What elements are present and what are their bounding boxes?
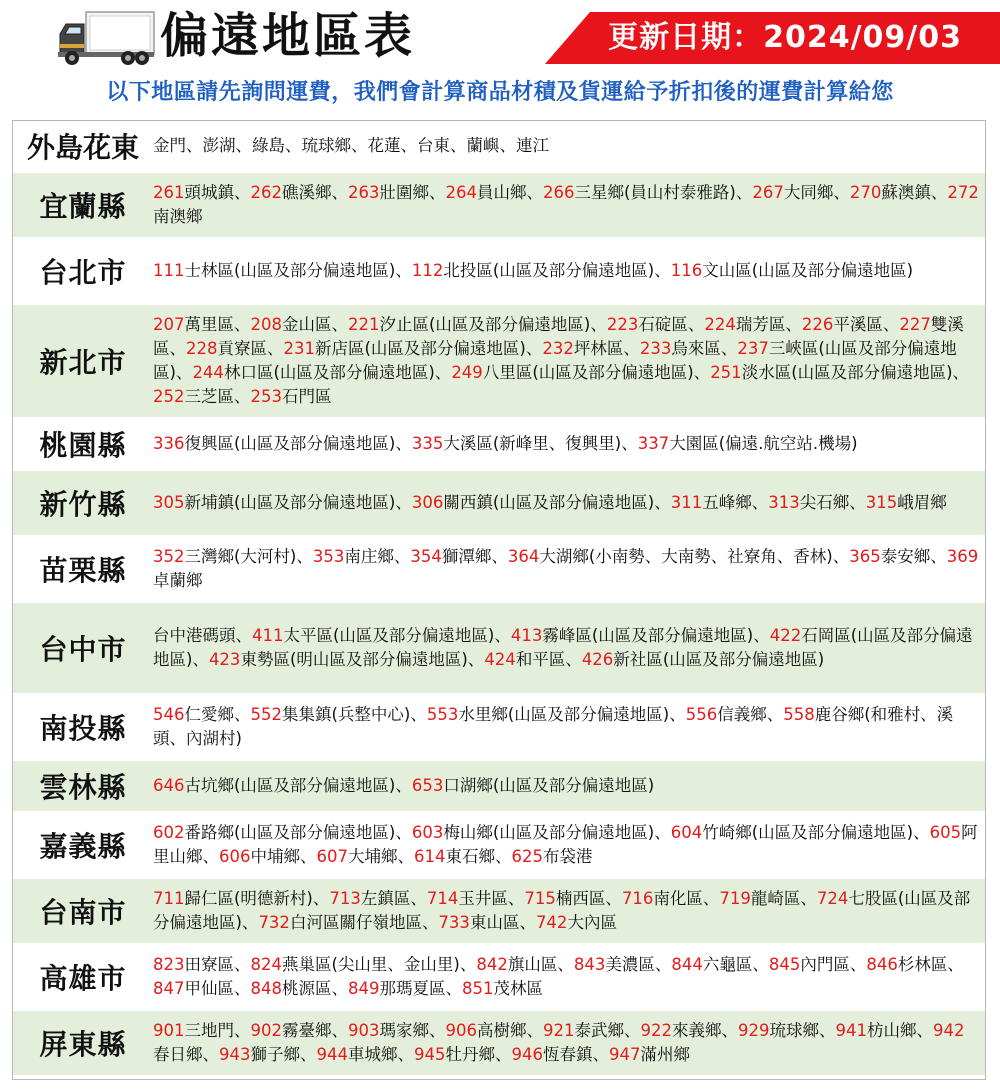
area-name: 車城鄉、 [348, 1045, 414, 1064]
postal-code: 426 [581, 650, 614, 669]
postal-code: 226 [801, 315, 834, 334]
area-list [153, 1019, 985, 1067]
area-name: 大園區(偏遠.航空站.機場) [669, 434, 858, 453]
area-list [153, 887, 985, 935]
area-name: 杉林區、 [897, 955, 964, 974]
area-name: 烏來區、 [671, 339, 738, 358]
postal-code: 733 [438, 913, 470, 932]
postal-code: 336 [153, 434, 185, 453]
table-row [13, 537, 985, 603]
area-name: 高樹鄉、 [477, 1021, 543, 1040]
postal-code: 614 [414, 847, 446, 866]
area-name: 金門、澎湖、綠島、琉球鄉、花蓮、台東、蘭嶼、連江 [153, 136, 549, 155]
postal-code: 116 [670, 261, 703, 280]
area-name: 美濃區、 [605, 955, 672, 974]
area-name: 尖石鄉、 [799, 493, 866, 512]
postal-code: 306 [411, 493, 444, 512]
region-name: 雲林縣 [39, 771, 127, 804]
area-name: 獅子鄉、 [250, 1045, 317, 1064]
postal-code: 232 [542, 339, 574, 358]
area-name: 石門區 [282, 387, 332, 406]
postal-code: 605 [929, 823, 962, 842]
postal-code: 112 [411, 261, 444, 280]
postal-code: 315 [865, 493, 898, 512]
postal-code: 228 [186, 339, 218, 358]
area-name: 白河區關仔嶺地區、 [289, 913, 439, 932]
area-name: 金山區、 [282, 315, 348, 334]
postal-code: 252 [153, 387, 185, 406]
area-name: 牡丹鄉、 [445, 1045, 512, 1064]
region-name: 高雄市 [39, 962, 127, 995]
area-name: 春日鄉、 [153, 1045, 219, 1064]
area-list [153, 491, 985, 515]
postal-code: 413 [510, 626, 543, 645]
postal-code: 824 [250, 955, 282, 974]
region-name: 嘉義縣 [39, 830, 127, 863]
postal-code: 261 [153, 183, 185, 202]
area-name: 仁愛鄉、 [184, 705, 251, 724]
truck-icon [56, 10, 156, 68]
area-name: 古坑鄉(山區及部分偏遠地區)、 [184, 776, 412, 795]
update-date: 更新日期：2024/09/03 [608, 20, 962, 55]
area-name: 石碇區、 [638, 315, 705, 334]
postal-code: 922 [640, 1021, 672, 1040]
postal-code: 602 [153, 823, 185, 842]
area-name: 台中港碼頭、 [153, 626, 252, 645]
area-name: 田寮區、 [184, 955, 251, 974]
area-name: 士林區(山區及部分偏遠地區)、 [184, 261, 412, 280]
postal-code: 849 [348, 979, 380, 998]
region-name: 桃園縣 [39, 429, 127, 462]
area-name: 口湖鄉(山區及部分偏遠地區) [443, 776, 655, 795]
postal-code: 411 [252, 626, 284, 645]
postal-code: 231 [283, 339, 315, 358]
area-name: 桃源區、 [282, 979, 348, 998]
postal-code: 716 [621, 889, 654, 908]
area-list [153, 313, 985, 409]
postal-code: 365 [849, 547, 881, 566]
postal-code: 208 [250, 315, 282, 334]
page-title: 偏遠地區表 [160, 8, 416, 64]
postal-code: 846 [866, 955, 898, 974]
postal-code: 311 [670, 493, 703, 512]
postal-code: 267 [752, 183, 784, 202]
region-name: 新竹縣 [39, 488, 127, 521]
area-name: 東山區、 [469, 913, 536, 932]
table-row [13, 121, 985, 173]
postal-code: 646 [153, 776, 185, 795]
area-name: 獅潭鄉、 [441, 547, 508, 566]
table-row [13, 305, 985, 419]
postal-code: 943 [219, 1045, 251, 1064]
postal-code: 848 [250, 979, 282, 998]
postal-code: 901 [153, 1021, 185, 1040]
postal-code: 606 [219, 847, 251, 866]
area-name: 泰安鄉、 [880, 547, 947, 566]
area-name: 卓蘭鄉 [153, 571, 203, 590]
region-name: 苗栗縣 [39, 554, 127, 587]
postal-code: 353 [312, 547, 345, 566]
area-name: 頭城鎮、 [184, 183, 251, 202]
area-name: 瑪家鄉、 [379, 1021, 446, 1040]
postal-code: 221 [348, 315, 380, 334]
postal-code: 842 [476, 955, 508, 974]
postal-code: 352 [153, 547, 185, 566]
table-row [13, 239, 985, 305]
area-name: 六龜區、 [702, 955, 769, 974]
area-name: 鹿谷鄉(和雅村、溪頭、內湖村) [153, 705, 954, 748]
area-name: 燕巢區(尖山里、金山里)、 [282, 955, 477, 974]
area-list [153, 624, 985, 672]
area-name: 坪林區、 [573, 339, 640, 358]
postal-code: 305 [153, 493, 185, 512]
postal-code: 364 [507, 547, 540, 566]
region-name: 外島花東 [26, 131, 139, 164]
postal-code: 603 [411, 823, 444, 842]
area-name: 布袋港 [543, 847, 593, 866]
area-name: 南庄鄉、 [344, 547, 411, 566]
postal-code: 262 [250, 183, 282, 202]
area-name: 八里區(山區及部分偏遠地區)、 [482, 363, 711, 382]
area-name: 旗山區、 [507, 955, 574, 974]
area-name: 新店區(山區及部分偏遠地區)、 [315, 339, 543, 358]
area-name: 番路鄉(山區及部分偏遠地區)、 [184, 823, 412, 842]
postal-code: 742 [535, 913, 568, 932]
area-name: 東勢區(明山區及部分偏遠地區)、 [240, 650, 485, 669]
postal-code: 843 [573, 955, 606, 974]
area-name: 峨眉鄉 [897, 493, 947, 512]
region-name: 台南市 [39, 896, 127, 929]
postal-code: 237 [737, 339, 769, 358]
postal-code: 941 [835, 1021, 867, 1040]
postal-code: 249 [451, 363, 483, 382]
area-name: 關西鎮(山區及部分偏遠地區)、 [443, 493, 671, 512]
postal-code: 653 [411, 776, 444, 795]
area-name: 三芝區、 [184, 387, 251, 406]
area-name: 萬里區、 [184, 315, 251, 334]
area-name: 楠西區、 [555, 889, 622, 908]
area-name: 七股區(山區及部分偏遠地區)、 [153, 889, 971, 932]
area-name: 五峰鄉、 [702, 493, 769, 512]
table-row [13, 761, 985, 813]
area-name: 蘇澳鎮、 [881, 183, 948, 202]
area-name: 三地門、 [184, 1021, 251, 1040]
table-row [13, 945, 985, 1011]
area-name: 平溪區、 [833, 315, 900, 334]
table-row [13, 879, 985, 945]
postal-code: 337 [637, 434, 670, 453]
area-list [153, 259, 985, 283]
postal-code: 732 [258, 913, 290, 932]
region-name: 南投縣 [39, 712, 127, 745]
postal-code: 263 [348, 183, 380, 202]
postal-code: 944 [316, 1045, 348, 1064]
area-name: 內門區、 [800, 955, 867, 974]
postal-code: 253 [250, 387, 282, 406]
postal-code: 844 [671, 955, 703, 974]
area-name: 那瑪夏區、 [379, 979, 462, 998]
postal-code: 903 [348, 1021, 380, 1040]
postal-code: 845 [768, 955, 801, 974]
postal-code: 902 [250, 1021, 282, 1040]
table-row [13, 471, 985, 537]
postal-code: 921 [543, 1021, 575, 1040]
area-name: 甲仙區、 [184, 979, 251, 998]
postal-code: 335 [411, 434, 444, 453]
postal-code: 607 [316, 847, 348, 866]
postal-code: 552 [250, 705, 282, 724]
area-name: 復興區(山區及部分偏遠地區)、 [184, 434, 412, 453]
postal-code: 264 [445, 183, 477, 202]
area-name: 壯圍鄉、 [379, 183, 446, 202]
postal-code: 847 [153, 979, 185, 998]
postal-code: 224 [704, 315, 736, 334]
area-name: 枋山鄉、 [867, 1021, 933, 1040]
area-name: 瑞芳區、 [735, 315, 802, 334]
postal-code: 929 [738, 1021, 770, 1040]
subtitle-notice: 以下地區請先詢問運費，我們會計算商品材積及貨運給予折扣後的運費計算給您 [106, 80, 894, 105]
area-name: 汐止區(山區及部分偏遠地區)、 [379, 315, 607, 334]
postal-code: 233 [639, 339, 672, 358]
area-name: 大同鄉、 [783, 183, 850, 202]
area-name: 石岡區(山區及部分偏遠地區)、 [153, 626, 973, 669]
area-name: 大湖鄉(小南勢、大南勢、社寮角、香林)、 [539, 547, 850, 566]
postal-code: 604 [670, 823, 703, 842]
area-name: 玉井區、 [458, 889, 525, 908]
area-name: 三峽區(山區及部分偏遠地區)、 [153, 339, 957, 382]
postal-code: 553 [426, 705, 459, 724]
area-name: 淡水區(山區及部分偏遠地區)、 [741, 363, 970, 382]
postal-code: 266 [543, 183, 575, 202]
postal-code: 111 [153, 261, 185, 280]
remote-area-table [12, 120, 986, 1080]
region-name: 台中市 [39, 633, 127, 666]
area-name: 茂林區 [493, 979, 543, 998]
postal-code: 719 [719, 889, 751, 908]
area-name: 大內區 [567, 913, 617, 932]
header [0, 0, 1000, 105]
area-list [153, 703, 985, 751]
postal-code: 369 [946, 547, 979, 566]
area-list [153, 774, 985, 798]
area-name: 泰武鄉、 [574, 1021, 641, 1040]
area-name: 中埔鄉、 [250, 847, 317, 866]
postal-code: 945 [414, 1045, 446, 1064]
area-name: 南澳鄉 [153, 207, 203, 226]
area-list [153, 545, 985, 593]
area-name: 貢寮區、 [217, 339, 284, 358]
area-name: 新埔鎮(山區及部分偏遠地區)、 [184, 493, 412, 512]
table-row [13, 1011, 985, 1077]
area-list [153, 432, 985, 456]
area-name: 竹崎鄉(山區及部分偏遠地區)、 [702, 823, 930, 842]
postal-code: 423 [208, 650, 241, 669]
postal-code: 942 [933, 1021, 965, 1040]
postal-code: 270 [849, 183, 882, 202]
area-name: 和平區、 [515, 650, 582, 669]
table-row [13, 603, 985, 695]
area-name: 集集鎮(兵整中心)、 [282, 705, 427, 724]
postal-code: 713 [329, 889, 361, 908]
area-list [153, 134, 985, 158]
postal-code: 724 [816, 889, 849, 908]
postal-code: 906 [445, 1021, 477, 1040]
area-name: 新社區(山區及部分偏遠地區) [613, 650, 825, 669]
area-name: 東石鄉、 [445, 847, 512, 866]
postal-code: 313 [768, 493, 800, 512]
area-list [153, 821, 985, 869]
postal-code: 715 [524, 889, 556, 908]
postal-code: 946 [511, 1045, 543, 1064]
area-list [153, 953, 985, 1001]
postal-code: 625 [511, 847, 543, 866]
area-name: 來義鄉、 [672, 1021, 738, 1040]
table-row [13, 419, 985, 471]
area-name: 大溪區(新峰里、復興里)、 [443, 434, 638, 453]
area-name: 礁溪鄉、 [282, 183, 348, 202]
postal-code: 227 [899, 315, 931, 334]
area-name: 北投區(山區及部分偏遠地區)、 [443, 261, 671, 280]
area-name: 三星鄉(員山村泰雅路)、 [574, 183, 753, 202]
region-name: 宜蘭縣 [39, 190, 127, 223]
postal-code: 272 [947, 183, 979, 202]
postal-code: 851 [462, 979, 494, 998]
postal-code: 354 [410, 547, 442, 566]
postal-code: 424 [484, 650, 516, 669]
area-name: 三灣鄉(大河村)、 [184, 547, 313, 566]
table-row [13, 813, 985, 879]
postal-code: 714 [426, 889, 459, 908]
postal-code: 546 [153, 705, 185, 724]
region-name: 屏東縣 [39, 1028, 127, 1061]
region-name: 新北市 [39, 346, 127, 379]
postal-code: 947 [609, 1045, 641, 1064]
area-name: 滿州鄉 [640, 1045, 690, 1064]
area-name: 水里鄉(山區及部分偏遠地區)、 [458, 705, 686, 724]
area-name: 龍崎區、 [750, 889, 817, 908]
postal-code: 556 [685, 705, 718, 724]
area-name: 歸仁區(明德新村)、 [184, 889, 330, 908]
table-row [13, 173, 985, 239]
area-name: 林口區(山區及部分偏遠地區)、 [223, 363, 452, 382]
area-name: 雙溪區、 [153, 315, 964, 358]
area-name: 大埔鄉、 [348, 847, 414, 866]
region-name: 台北市 [39, 256, 127, 289]
area-name: 琉球鄉、 [769, 1021, 836, 1040]
area-name: 恆春鎮、 [543, 1045, 609, 1064]
area-name: 文山區(山區及部分偏遠地區) [702, 261, 914, 280]
postal-code: 251 [710, 363, 742, 382]
postal-code: 223 [606, 315, 639, 334]
area-name: 左鎮區、 [360, 889, 427, 908]
area-list [153, 181, 985, 229]
postal-code: 207 [153, 315, 185, 334]
postal-code: 823 [153, 955, 185, 974]
postal-code: 558 [783, 705, 815, 724]
area-name: 梅山鄉(山區及部分偏遠地區)、 [443, 823, 671, 842]
postal-code: 711 [153, 889, 185, 908]
table-row [13, 695, 985, 761]
postal-code: 244 [192, 363, 224, 382]
area-name: 霧臺鄉、 [282, 1021, 348, 1040]
postal-code: 422 [769, 626, 802, 645]
area-name: 員山鄉、 [477, 183, 543, 202]
area-name: 信義鄉、 [717, 705, 784, 724]
area-name: 太平區(山區及部分偏遠地區)、 [283, 626, 511, 645]
area-name: 阿里山鄉、 [153, 823, 978, 866]
area-name: 南化區、 [653, 889, 720, 908]
area-name: 霧峰區(山區及部分偏遠地區)、 [542, 626, 770, 645]
